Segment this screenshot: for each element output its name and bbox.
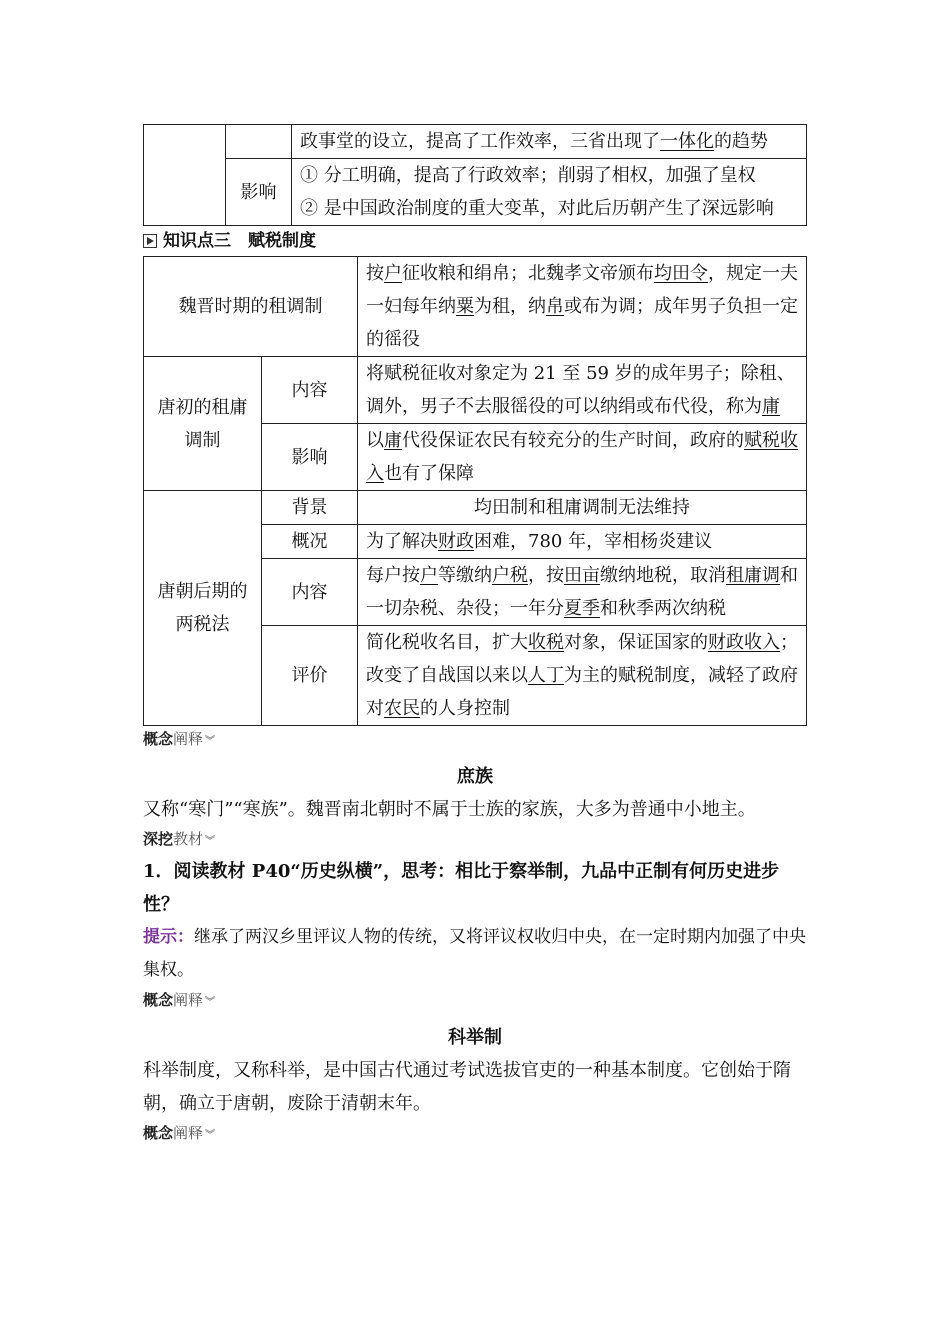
row-label: 魏晋时期的租调制 [144, 257, 358, 357]
text-segment: 将赋税征收对象定为 21 至 59 岁的成年男子；除租、调外，男子不去服徭役的可以纳绢或布代役，称为 [366, 363, 795, 417]
concept-label: 概念阐释 ︾ [143, 1124, 216, 1142]
sub-label: 概况 [262, 525, 358, 559]
text-segment: 也有了保障 [384, 463, 474, 484]
question: 1．阅读教材 P40“历史纵横”，思考：相比于察举制，九品中正制有何历史进步性？ [143, 861, 780, 915]
text-segment: ，规定一夫一妇每年纳 [366, 263, 798, 317]
sub-label: 背景 [262, 491, 358, 525]
text-segment: ；改变了自战国以来以 [366, 632, 798, 686]
sub-label: 影响 [262, 424, 358, 491]
key-term: 均田令 [654, 263, 708, 284]
key-term: 庸 [762, 396, 780, 417]
empty-cell [226, 125, 292, 159]
text-segment: 和一切杂税、杂役；一年分 [366, 565, 798, 619]
text-segment: 按 [366, 263, 384, 284]
cell-rich [358, 626, 807, 726]
play-triangle-icon [143, 234, 157, 248]
text-segment: ，按 [528, 565, 564, 586]
hint: 提示：继承了两汉乡里评议人物的传统，又将评议权收归中央，在一定时期内加强了中央集权。 [143, 927, 806, 980]
cell-text: 政事堂的设立，提高了工作效率，三省出现了一体化的趋势 [292, 125, 807, 159]
sub-label: 内容 [262, 357, 358, 424]
table-row [144, 357, 807, 424]
concept-label: 概念阐释 ︾ [143, 730, 216, 748]
concept-title: 庶族 [457, 766, 493, 787]
table-row [144, 125, 807, 159]
text-segment: 征收粮和绢帛；北魏孝文帝颁布 [402, 263, 654, 284]
key-term: 庸 [384, 430, 402, 451]
text-segment: 或布为调；成年男子负担一定的徭役 [366, 296, 798, 350]
tax-table [143, 256, 807, 726]
key-term: 户 [384, 263, 402, 284]
text-segment: 为主的赋税制度，减轻了政府对 [366, 665, 798, 719]
row-label: 唐朝后期的两税法 [144, 491, 262, 726]
concept-label: 概念阐释 ︾ [143, 991, 216, 1009]
top-table [143, 124, 807, 226]
text-segment: 的人身控制 [420, 698, 510, 719]
text-segment: 以 [366, 430, 384, 451]
key-term: 财政 [438, 531, 474, 552]
concept-text: 又称“寒门”“寒族”。魏晋南北朝时不属于士族的家族，大多为普通中小地主。 [143, 799, 756, 820]
sub-label: 内容 [262, 559, 358, 626]
chevron-down-icon: ︾ [205, 736, 216, 747]
text-segment: 为了解决 [366, 531, 438, 552]
text-segment: 等缴纳 [438, 565, 492, 586]
cell-rich [358, 424, 807, 491]
key-term: 人丁 [528, 665, 564, 686]
page-content [143, 124, 807, 1147]
cell-rich [358, 559, 807, 626]
key-term: 赋税收入 [366, 430, 798, 484]
text-segment: 困难，780 年，宰相杨炎建议 [474, 531, 713, 552]
table-row [144, 491, 807, 525]
dig-label: 深挖教材 ︾ [143, 830, 216, 848]
key-term: 收税 [528, 632, 564, 653]
chevron-down-icon: ︾ [205, 836, 216, 847]
cell-rich [358, 357, 807, 424]
key-term: 田亩 [564, 565, 600, 586]
key-term: 财政收入 [708, 632, 780, 653]
sub-label: 评价 [262, 626, 358, 726]
cell-rich [358, 257, 807, 357]
cell-text: 均田制和租庸调制无法维持 [358, 491, 807, 525]
table-row [144, 257, 807, 357]
section-heading: 知识点三 赋税制度 [143, 226, 807, 256]
text-segment: 和秋季两次纳税 [600, 598, 726, 619]
chevron-down-icon: ︾ [205, 997, 216, 1008]
key-term: 农民 [384, 698, 420, 719]
table-row [144, 159, 807, 226]
text-segment: 代役保证农民有较充分的生产时间，政府的 [402, 430, 744, 451]
text-segment: 简化税收名目，扩大 [366, 632, 528, 653]
empty-cell [144, 125, 226, 226]
row-label: 影响 [226, 159, 292, 226]
text-segment: 缴纳地税，取消 [600, 565, 726, 586]
key-term: 帛 [546, 296, 564, 317]
cell-rich [358, 525, 807, 559]
key-term: 粟 [456, 296, 474, 317]
key-term: 夏季 [564, 598, 600, 619]
key-term: 户税 [492, 565, 528, 586]
key-term: 租庸调 [726, 565, 780, 586]
text-segment: 每户按 [366, 565, 420, 586]
key-term: 户 [420, 565, 438, 586]
text-segment: 为租，纳 [474, 296, 546, 317]
concept-title: 科举制 [448, 1027, 502, 1048]
chevron-down-icon: ︾ [205, 1130, 216, 1141]
row-label: 唐初的租庸调制 [144, 357, 262, 491]
text-segment: 对象，保证国家的 [564, 632, 708, 653]
concept-text: 科举制度，又称科举，是中国古代通过考试选拔官吏的一种基本制度。它创始于隋朝，确立于唐朝，废除于清朝末年。 [143, 1060, 791, 1114]
cell-text: ① 分工明确，提高了行政效率；削弱了相权，加强了皇权 ② 是中国政治制度的重大变革，对此后历朝产生了深远影响 [292, 159, 807, 226]
